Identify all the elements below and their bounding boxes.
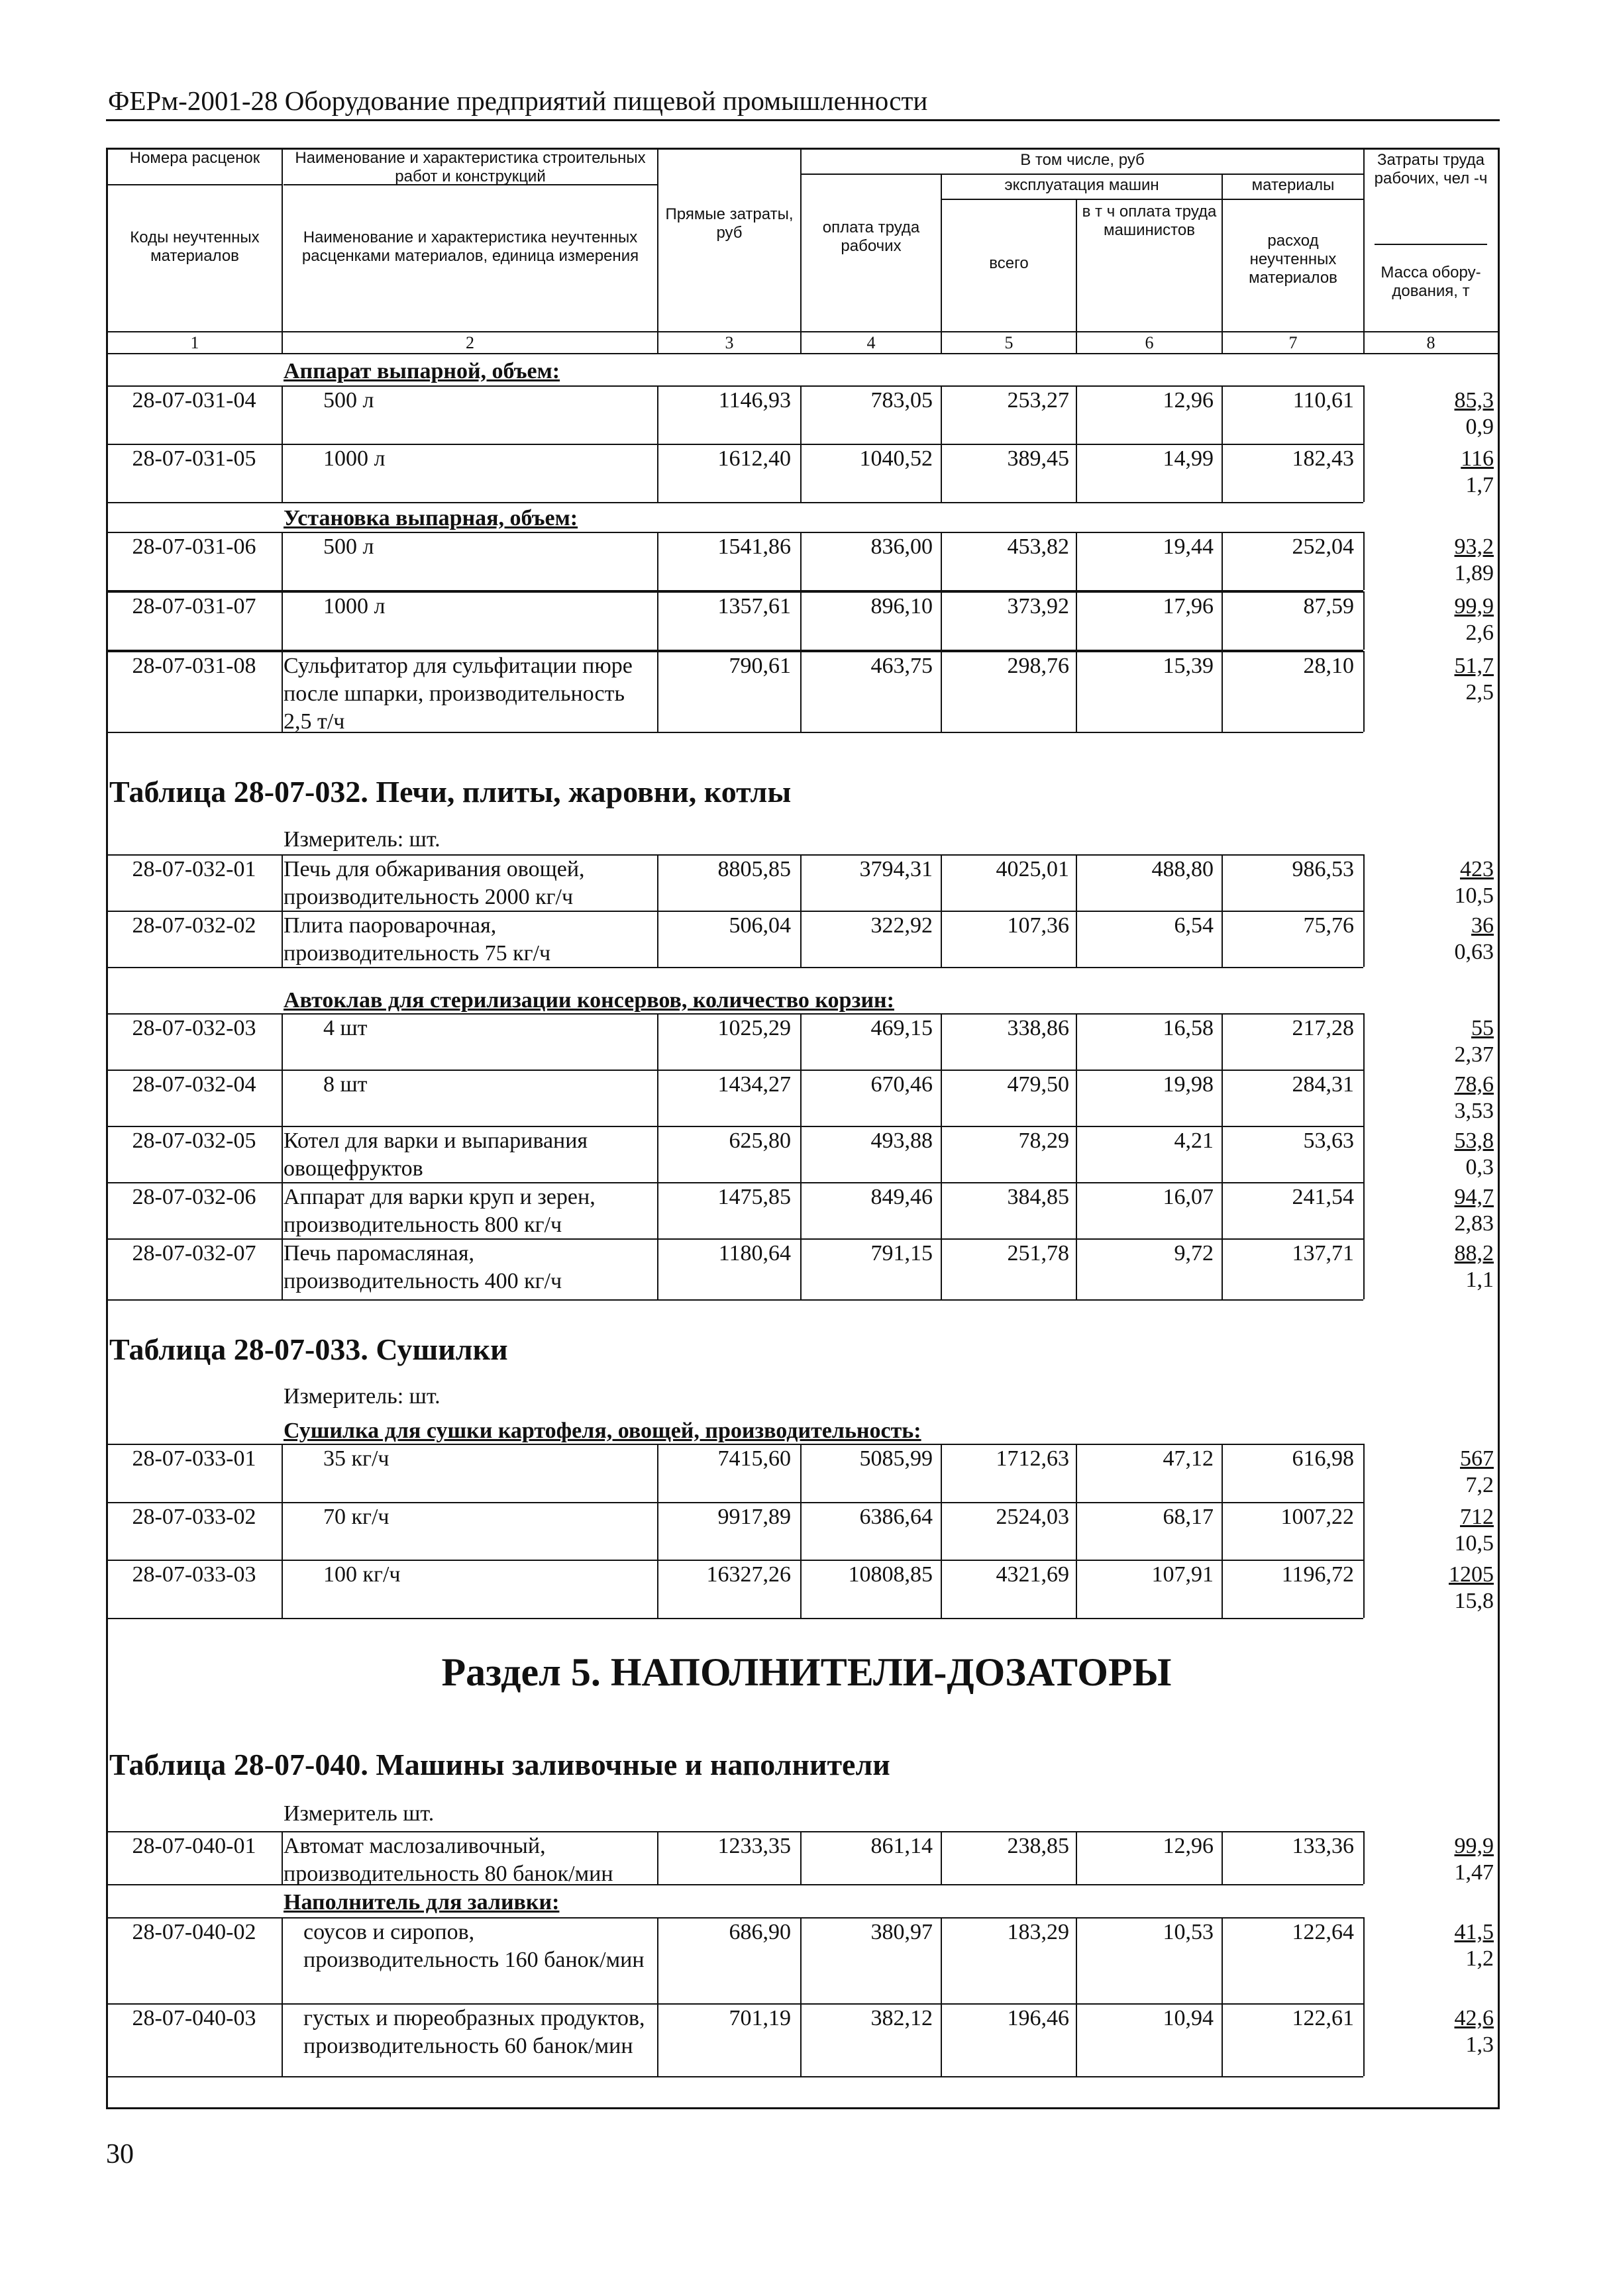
equipment-mass: 0,3 [1465, 1155, 1494, 1179]
column-number: 7 [1288, 333, 1298, 352]
work-name: Печь для обжаривания овощей, производительность 2000 кг/ч [284, 857, 585, 909]
header-machine-operation: эксплуатация машин [1004, 176, 1159, 194]
cost-mach: 78,29 [1018, 1128, 1069, 1153]
row-divider [282, 532, 283, 590]
cost-mat: 252,04 [1292, 534, 1354, 559]
cost-machlab: 12,96 [1163, 1834, 1214, 1858]
labor-hours: 423 [1460, 857, 1494, 881]
measure-text: Измеритель шт. [284, 1801, 435, 1826]
cost-direct: 625,80 [729, 1128, 791, 1153]
cost-labor: 493,88 [870, 1128, 933, 1153]
header-labor-hours: Затраты труда рабочих, чел -ч [1374, 151, 1488, 187]
cost-labor: 469,15 [870, 1016, 933, 1040]
header-rule-line [106, 331, 1500, 332]
cost-mat: 616,98 [1292, 1446, 1354, 1471]
cost-mat: 110,61 [1292, 388, 1354, 413]
labor-hours: 712 [1460, 1505, 1494, 1529]
labor-hours: 55 [1471, 1016, 1494, 1040]
work-name: 4 шт [323, 1016, 368, 1040]
labor-hours: 567 [1460, 1446, 1494, 1471]
cost-machlab: 16,07 [1163, 1185, 1214, 1209]
cost-machlab: 107,91 [1151, 1562, 1214, 1587]
equipment-mass: 2,5 [1465, 680, 1494, 705]
row-divider [282, 1444, 283, 1502]
cost-mach: 196,46 [1007, 2006, 1069, 2030]
cost-direct: 1233,35 [717, 1834, 791, 1858]
row-divider [282, 444, 283, 502]
header-including: В том числе, руб [1020, 151, 1145, 169]
row-divider [282, 1126, 283, 1182]
cost-mat: 284,31 [1292, 1072, 1354, 1097]
rate-code: 28-07-032-07 [132, 1241, 256, 1266]
cost-mach: 453,82 [1007, 534, 1069, 559]
running-header: ФЕРм-2001-28 Оборудование предприятий пищевой промышленности [108, 85, 928, 116]
rate-code: 28-07-032-02 [132, 913, 256, 938]
work-name: Котел для варки и выпаривания овощефруктов [284, 1128, 588, 1181]
cost-mat: 122,61 [1292, 2006, 1354, 2030]
work-name: 500 л [323, 534, 374, 559]
equipment-mass: 1,3 [1465, 2032, 1494, 2057]
labor-hours: 93,2 [1454, 534, 1494, 559]
cost-labor: 896,10 [870, 594, 933, 619]
work-name: 70 кг/ч [323, 1505, 390, 1529]
work-name: 500 л [323, 388, 374, 413]
cost-mach: 251,78 [1007, 1241, 1069, 1266]
row-divider [282, 651, 283, 732]
cost-direct: 1434,27 [717, 1072, 791, 1097]
labor-hours: 41,5 [1454, 1920, 1494, 1944]
table-title: Таблица 28-07-033. Сушилки [109, 1332, 508, 1366]
cost-direct: 686,90 [729, 1920, 791, 1944]
cost-mat: 87,59 [1303, 594, 1354, 619]
rate-code: 28-07-032-05 [132, 1128, 256, 1153]
row-divider [282, 1182, 283, 1238]
header-operator-pay: в т ч оплата труда машинистов [1082, 203, 1217, 239]
work-name: Аппарат для варки круп и зерен, производительность 800 кг/ч [284, 1185, 596, 1237]
rate-code: 28-07-032-04 [132, 1072, 256, 1097]
work-name: густых и пюреобразных продуктов, производительность 60 банок/мин [303, 2006, 645, 2058]
cost-mach: 2524,03 [996, 1505, 1069, 1529]
cost-mat: 28,10 [1303, 654, 1354, 678]
rate-code: 28-07-031-04 [132, 388, 256, 413]
group-heading: Наполнитель для заливки: [284, 1890, 560, 1915]
table-title: Таблица 28-07-032. Печи, плиты, жаровни, котлы [109, 775, 792, 809]
col-divider [282, 148, 283, 353]
cost-machlab: 10,94 [1163, 2006, 1214, 2030]
cost-mat: 986,53 [1292, 857, 1354, 881]
row-divider [282, 2003, 283, 2076]
rate-code: 28-07-040-01 [132, 1834, 256, 1858]
equipment-mass: 7,2 [1465, 1473, 1494, 1497]
cost-mat: 122,64 [1292, 1920, 1354, 1944]
cost-direct: 1612,40 [717, 446, 791, 471]
row-divider [282, 854, 283, 911]
labor-hours: 88,2 [1454, 1241, 1494, 1266]
column-number: 8 [1426, 333, 1435, 352]
cost-direct: 1541,86 [717, 534, 791, 559]
cost-mach: 298,76 [1007, 654, 1069, 678]
cost-machlab: 47,12 [1163, 1446, 1214, 1471]
row-divider [282, 591, 283, 650]
cost-mach: 4025,01 [996, 857, 1069, 881]
row-divider [282, 1070, 283, 1126]
work-name: 35 кг/ч [323, 1446, 390, 1471]
work-name: Автомат маслозаливочный, производительность 80 банок/мин [284, 1834, 613, 1886]
group-heading: Установка выпарная, объем: [284, 506, 578, 530]
row-divider [282, 1917, 283, 2003]
row-divider [282, 1238, 283, 1299]
header-work-name: Наименование и характеристика строительных работ и конструкций [295, 149, 646, 185]
row-divider [282, 1831, 283, 1884]
labor-hours: 51,7 [1454, 654, 1494, 678]
cost-labor: 836,00 [870, 534, 933, 559]
cost-machlab: 15,39 [1163, 654, 1214, 678]
cost-direct: 1475,85 [717, 1185, 791, 1209]
labor-hours: 36 [1471, 913, 1494, 938]
cost-mat: 137,71 [1292, 1241, 1354, 1266]
work-name: Сульфитатор для сульфитации пюре после шпарки, производительность 2,5 т/ч [284, 654, 633, 734]
work-name: 1000 л [323, 594, 386, 619]
header-material-usage: расход неучтенных материалов [1249, 232, 1337, 287]
cost-labor: 670,46 [870, 1072, 933, 1097]
rate-code: 28-07-032-06 [132, 1185, 256, 1209]
header-rate-numbers: Номера расценок [129, 149, 260, 167]
cost-machlab: 488,80 [1151, 857, 1214, 881]
rate-code: 28-07-040-02 [132, 1920, 256, 1944]
cost-mach: 373,92 [1007, 594, 1069, 619]
equipment-mass: 2,6 [1465, 621, 1494, 645]
table-title: Таблица 28-07-040. Машины заливочные и наполнители [109, 1748, 890, 1781]
cost-mat: 1196,72 [1281, 1562, 1354, 1587]
equipment-mass: 3,53 [1454, 1099, 1494, 1123]
equipment-mass: 2,37 [1454, 1042, 1494, 1067]
work-name: 1000 л [323, 446, 386, 471]
cost-machlab: 14,99 [1163, 446, 1214, 471]
cost-direct: 1180,64 [718, 1241, 791, 1266]
column-number: 2 [466, 333, 474, 352]
group-heading: Автоклав для стерилизации консервов, количество корзин: [284, 988, 894, 1013]
cost-direct: 1357,61 [717, 594, 791, 619]
cost-machlab: 19,44 [1163, 534, 1214, 559]
labor-hours: 42,6 [1454, 2006, 1494, 2030]
cost-machlab: 17,96 [1163, 594, 1214, 619]
cost-direct: 790,61 [729, 654, 791, 678]
cost-mach: 183,29 [1007, 1920, 1069, 1944]
cost-machlab: 16,58 [1163, 1016, 1214, 1040]
labor-hours: 78,6 [1454, 1072, 1494, 1097]
column-number: 3 [725, 333, 734, 352]
row-divider [282, 1560, 283, 1618]
header-material-name: Наименование и характеристика неучтенных расценками материалов, единица измерения [301, 228, 639, 265]
cost-direct: 506,04 [729, 913, 791, 938]
cost-labor: 5085,99 [859, 1446, 933, 1471]
rate-code: 28-07-033-03 [132, 1562, 256, 1587]
cost-mach: 1712,63 [996, 1446, 1069, 1471]
cost-mach: 384,85 [1007, 1185, 1069, 1209]
labor-hours: 85,3 [1454, 388, 1494, 413]
work-name: 100 кг/ч [323, 1562, 401, 1587]
row-rule [106, 2076, 1363, 2077]
rate-code: 28-07-031-05 [132, 446, 256, 471]
group-heading: Аппарат выпарной, объем: [284, 359, 560, 383]
header-materials: материалы [1251, 176, 1335, 194]
cost-direct: 8805,85 [717, 857, 791, 881]
labor-hours: 99,9 [1454, 594, 1494, 619]
column-number: 1 [190, 333, 199, 352]
rate-code: 28-07-033-01 [132, 1446, 256, 1471]
header-rule-line [108, 184, 282, 185]
column-number: 6 [1145, 333, 1154, 352]
cost-mach: 389,45 [1007, 446, 1069, 471]
rate-code: 28-07-031-06 [132, 534, 256, 559]
cost-labor: 10808,85 [848, 1562, 933, 1587]
cost-labor: 791,15 [870, 1241, 933, 1266]
measure-text: Измеритель: шт. [284, 827, 441, 852]
cost-mat: 53,63 [1303, 1128, 1354, 1153]
rate-code: 28-07-032-01 [132, 857, 256, 881]
cost-mach: 238,85 [1007, 1834, 1069, 1858]
cost-mat: 217,28 [1292, 1016, 1354, 1040]
cost-labor: 463,75 [870, 654, 933, 678]
cost-machlab: 68,17 [1163, 1505, 1214, 1529]
cost-labor: 849,46 [870, 1185, 933, 1209]
cost-labor: 783,05 [870, 388, 933, 413]
labor-hours: 1205 [1449, 1562, 1494, 1587]
equipment-mass: 1,89 [1454, 561, 1494, 585]
header-rule-line [941, 199, 1363, 200]
cost-machlab: 9,72 [1174, 1241, 1214, 1266]
measure-text: Измеритель: шт. [284, 1384, 441, 1409]
cost-labor: 380,97 [870, 1920, 933, 1944]
header-rule-line [106, 353, 1500, 354]
work-name: 8 шт [323, 1072, 368, 1097]
header-total: всего [989, 254, 1029, 272]
measure-unit [284, 826, 441, 854]
rate-code: 28-07-031-08 [132, 654, 256, 678]
rate-code: 28-07-031-07 [132, 594, 256, 619]
header-direct-costs: Прямые затраты, руб [665, 205, 794, 242]
cost-labor: 1040,52 [859, 446, 933, 471]
cost-mach: 253,27 [1007, 388, 1069, 413]
equipment-mass: 10,5 [1454, 883, 1494, 908]
group-heading: Сушилка для сушки картофеля, овощей, производительность: [284, 1419, 921, 1443]
column-number: 5 [1004, 333, 1014, 352]
header-labor-pay: оплата труда рабочих [822, 219, 920, 255]
row-rule [106, 502, 1363, 503]
work-name: Плита паороварочная, производительность 75 кг/ч [284, 913, 551, 966]
row-rule [106, 1618, 1363, 1619]
cost-labor: 6386,64 [859, 1505, 933, 1529]
header-material-codes: Коды неучтенных материалов [130, 228, 260, 265]
equipment-mass: 1,7 [1465, 473, 1494, 497]
header-rule [106, 119, 1500, 121]
row-divider [282, 1502, 283, 1560]
cost-mat: 75,76 [1303, 913, 1354, 938]
equipment-mass: 15,8 [1454, 1589, 1494, 1613]
rate-code: 28-07-032-03 [132, 1016, 256, 1040]
header-rule-line [800, 174, 1363, 175]
cost-machlab: 10,53 [1163, 1920, 1214, 1944]
cost-direct: 1146,93 [718, 388, 791, 413]
header-equipment-mass: Масса обору-дования, т [1380, 264, 1481, 300]
cost-direct: 701,19 [729, 2006, 791, 2030]
header-rule-line [1375, 244, 1487, 245]
cost-mat: 1007,22 [1280, 1505, 1354, 1529]
equipment-mass: 1,1 [1465, 1268, 1494, 1292]
cost-machlab: 12,96 [1163, 388, 1214, 413]
row-rule [106, 1299, 1363, 1301]
work-name: Печь паромасляная, производительность 400 кг/ч [284, 1241, 562, 1293]
cost-labor: 3794,31 [859, 857, 933, 881]
cost-machlab: 6,54 [1174, 913, 1214, 938]
row-divider [282, 1013, 283, 1070]
measure-unit [284, 1383, 441, 1411]
cost-direct: 7415,60 [717, 1446, 791, 1471]
cost-mat: 241,54 [1292, 1185, 1354, 1209]
row-divider [282, 385, 283, 444]
equipment-mass: 0,9 [1465, 415, 1494, 439]
measure-unit [284, 1800, 434, 1828]
cost-mach: 4321,69 [996, 1562, 1069, 1587]
rate-code: 28-07-040-03 [132, 2006, 256, 2030]
cost-direct: 9917,89 [717, 1505, 791, 1529]
labor-hours: 53,8 [1454, 1128, 1494, 1153]
row-divider [282, 911, 283, 967]
cost-machlab: 19,98 [1163, 1072, 1214, 1097]
cost-direct: 1025,29 [717, 1016, 791, 1040]
col-divider [657, 148, 658, 353]
labor-hours: 116 [1461, 446, 1494, 471]
cost-labor: 861,14 [870, 1834, 933, 1858]
cost-labor: 382,12 [870, 2006, 933, 2030]
page-number: 30 [106, 2139, 134, 2170]
cost-mach: 479,50 [1007, 1072, 1069, 1097]
cost-machlab: 4,21 [1174, 1128, 1214, 1153]
equipment-mass: 10,5 [1454, 1531, 1494, 1556]
rate-code: 28-07-033-02 [132, 1505, 256, 1529]
work-name: соусов и сиропов, производительность 160 банок/мин [303, 1920, 645, 1972]
cost-mat: 182,43 [1292, 446, 1354, 471]
equipment-mass: 2,83 [1454, 1211, 1494, 1236]
equipment-mass: 1,47 [1454, 1860, 1494, 1885]
equipment-mass: 0,63 [1454, 940, 1494, 964]
cost-labor: 322,92 [870, 913, 933, 938]
labor-hours: 94,7 [1454, 1185, 1494, 1209]
cost-mat: 133,36 [1292, 1834, 1354, 1858]
cost-mach: 338,86 [1007, 1016, 1069, 1040]
equipment-mass: 1,2 [1465, 1946, 1494, 1971]
section-title: Раздел 5. НАПОЛНИТЕЛИ-ДОЗАТОРЫ [441, 1650, 1172, 1694]
cost-direct: 16327,26 [706, 1562, 791, 1587]
labor-hours: 99,9 [1454, 1834, 1494, 1858]
cost-mach: 107,36 [1007, 913, 1069, 938]
column-number: 4 [866, 333, 876, 352]
